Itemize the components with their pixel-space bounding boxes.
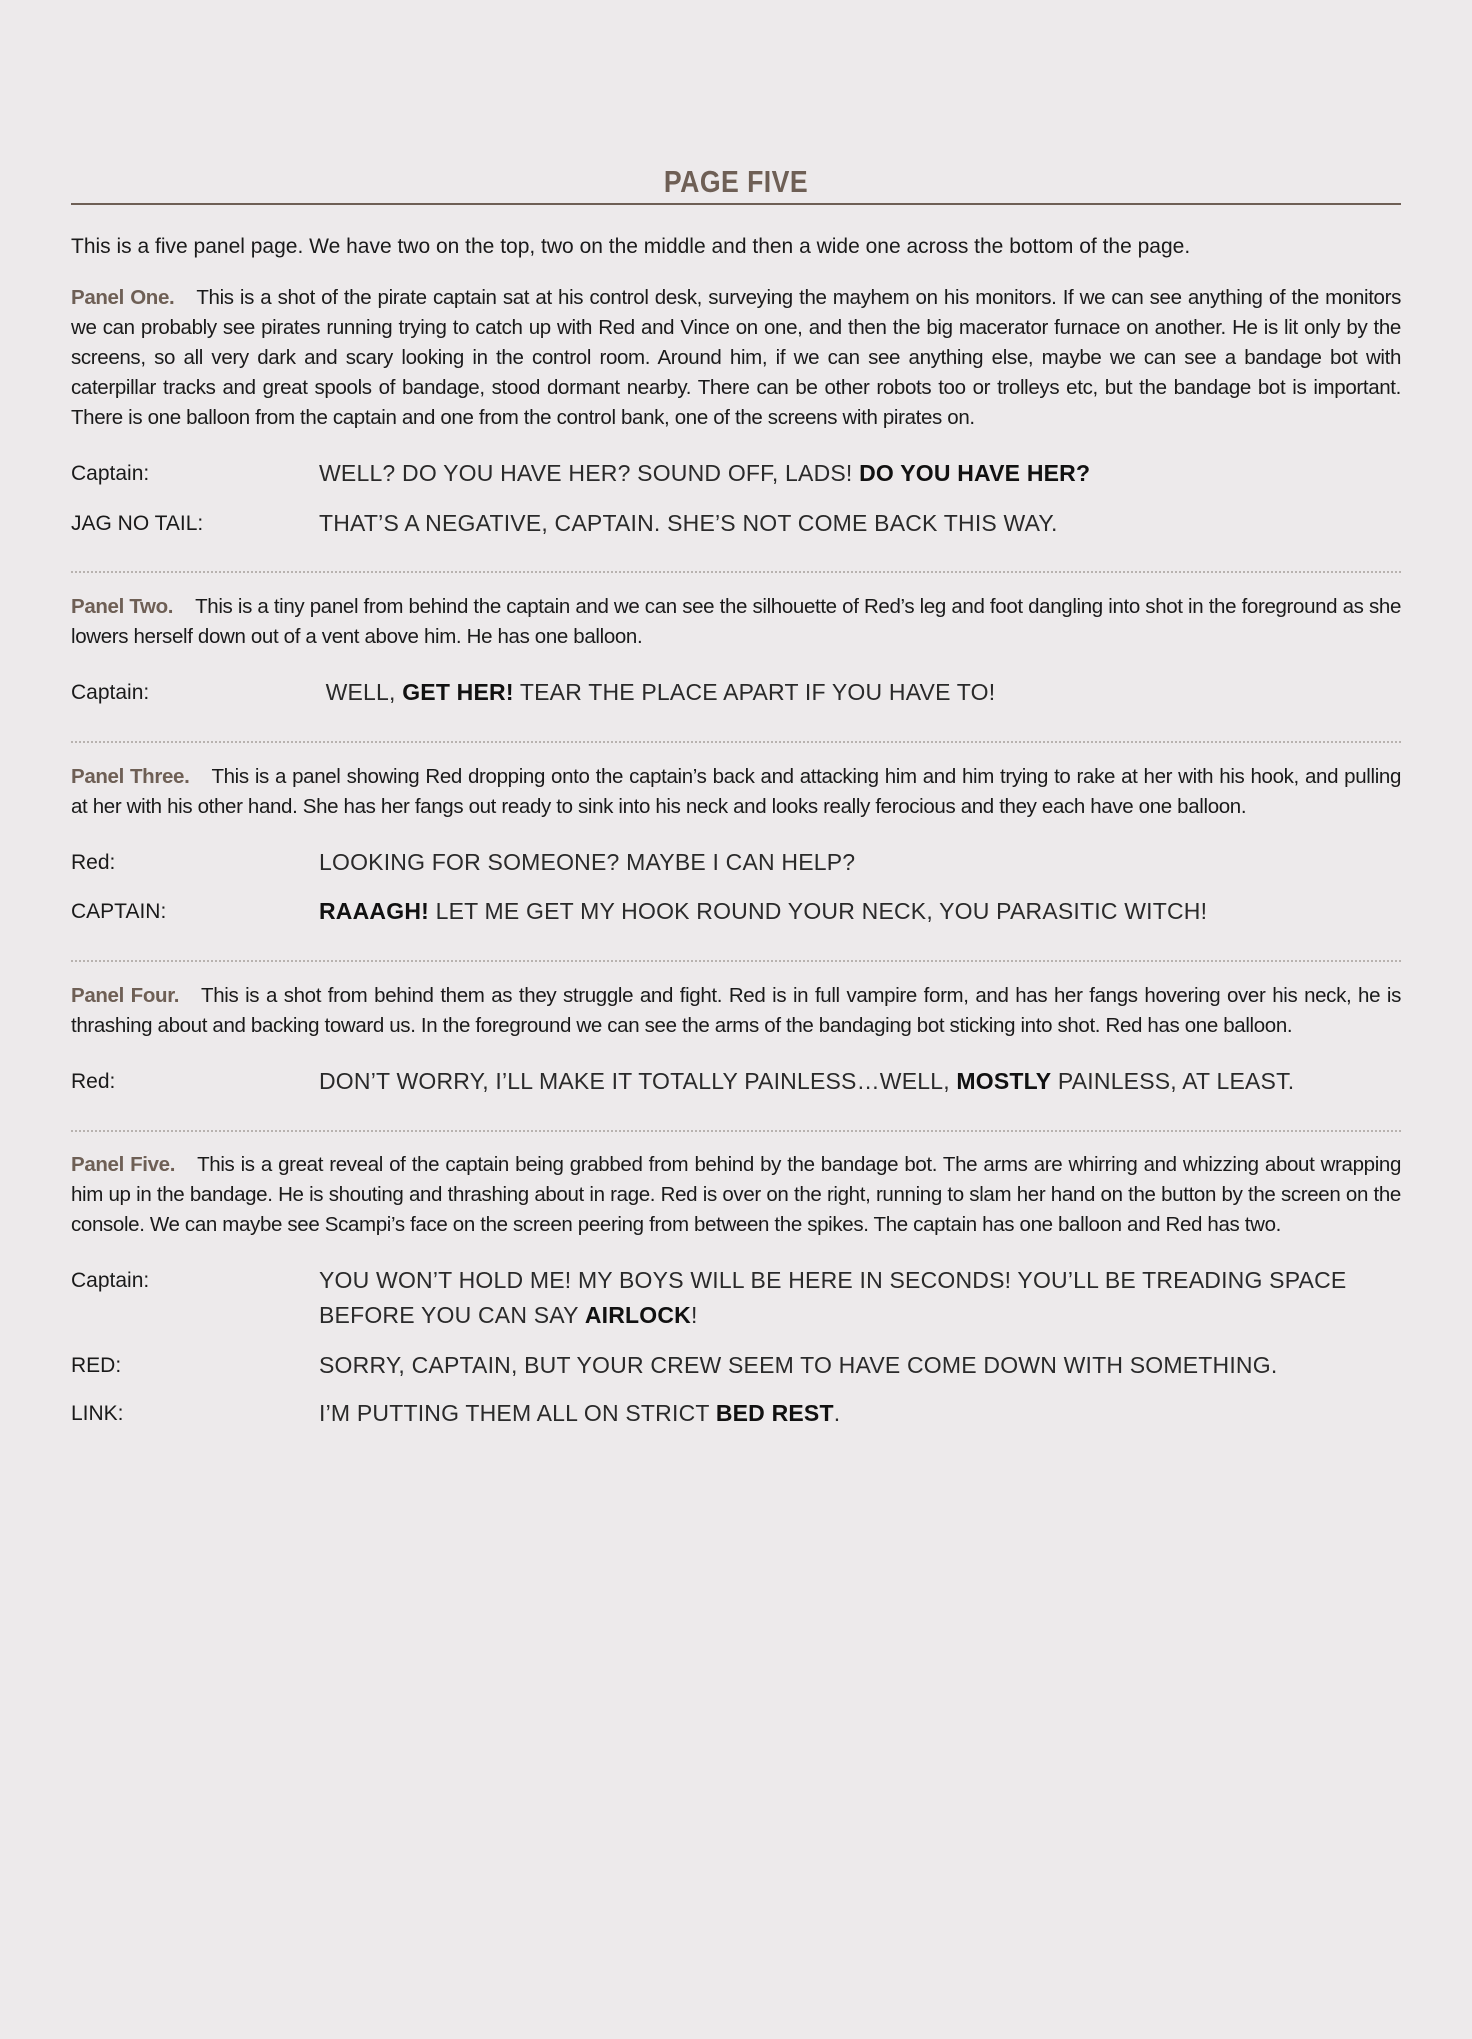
panel-separator [71,960,1401,962]
panel-2-text: This is a tiny panel from behind the captain and we can see the silhouette of Red’s leg and foot dangling into shot in the foreground as she lowers herself down out of a vent above him. He has one balloon. [71,595,1401,648]
panel-1-text: This is a shot of the pirate captain sat at his control desk, surveying the mayhem on his monitors. If we can see anything of the monitors we can probably see pirates running trying to catch up with Red and Vince on one, and then the big macerator furnace on another. He is lit only by the screens, so all very dark and scary looking in the control room. Around him, if we can see anything else, maybe we can see a bandage bot with caterpillar tracks and great spools of bandage, stood dormant nearby. There can be other robots too or trolleys etc, but the bandage bot is important. There is one balloon from the captain and one from the control bank, one of the screens with pirates on. [71,286,1401,429]
panel-separator [71,1130,1401,1132]
dialogue-line: SORRY, CAPTAIN, BUT YOUR CREW SEEM TO HAVE COME DOWN WITH SOMETHING. [319,1352,1278,1378]
panel-5-description [71,1150,1401,1240]
panel-2-label: Panel Two. [71,595,174,618]
dialogue-line: RAAAGH! LET ME GET MY HOOK ROUND YOUR NECK, YOU PARASITIC WITCH! [319,898,1208,924]
title-divider [71,203,1401,205]
speaker-name: LINK: [71,1402,124,1425]
dialogue-line: DON’T WORRY, I’LL MAKE IT TOTALLY PAINLESS…WELL, MOSTLY PAINLESS, AT LEAST. [319,1068,1295,1094]
speaker-name: Captain: [71,681,150,704]
speaker-name: Red: [71,851,116,874]
dialogue-line: I’M PUTTING THEM ALL ON STRICT BED REST. [319,1400,841,1426]
panel-1-description [71,283,1401,433]
dialogue-line: LOOKING FOR SOMEONE? MAYBE I CAN HELP? [319,849,856,875]
speaker-name: RED: [71,1354,122,1377]
panel-5-text: This is a great reveal of the captain being grabbed from behind by the bandage bot. The arms are whirring and whizzing about wrapping him up in the bandage. He is shouting and thrashing about in rage. Red is over on the right, running to slam her hand on the button by the screen on the console. We can maybe see Scampi’s face on the screen peering from between the spikes. The captain has one balloon and Red has two. [71,1153,1401,1236]
speaker-name: CAPTAIN: [71,900,167,923]
panel-1-label: Panel One. [71,286,175,309]
panel-separator [71,741,1401,743]
dialogue-line: WELL, GET HER! TEAR THE PLACE APART IF YOU HAVE TO! [319,679,996,705]
dialogue-line: THAT’S A NEGATIVE, CAPTAIN. SHE’S NOT COME BACK THIS WAY. [319,510,1058,536]
speaker-name: Captain: [71,462,150,485]
panel-3-label: Panel Three. [71,765,190,788]
speaker-name: JAG NO TAIL: [71,512,204,535]
page-title: PAGE FIVE [663,164,809,199]
page-intro: This is a five panel page. We have two on the top, two on the middle and then a wide one across the bottom of the page. [71,235,1191,258]
dialogue-line: YOU WON’T HOLD ME! MY BOYS WILL BE HERE IN SECONDS! YOU’LL BE TREADING SPACE BEFORE YOU CAN SAY AIRLOCK! [319,1267,1354,1328]
panel-4-description [71,981,1401,1041]
panel-3-text: This is a panel showing Red dropping onto the captain’s back and attacking him and him trying to rake at her with his hook, and pulling at her with his other hand. She has her fangs out ready to sink into his neck and looks really ferocious and they each have one balloon. [71,765,1401,818]
panel-separator [71,571,1401,573]
panel-2-description [71,592,1401,652]
panel-4-text: This is a shot from behind them as they struggle and fight. Red is in full vampire form, and has her fangs hovering over his neck, he is thrashing about and backing toward us. In the foreground we can see the arms of the bandaging bot sticking into shot. Red has one balloon. [71,984,1402,1037]
speaker-name: Captain: [71,1269,150,1292]
panel-5-label: Panel Five. [71,1153,176,1176]
dialogue-line: WELL? DO YOU HAVE HER? SOUND OFF, LADS! DO YOU HAVE HER? [319,460,1091,486]
panel-3-description [71,762,1401,822]
speaker-name: Red: [71,1070,116,1093]
panel-4-label: Panel Four. [71,984,180,1007]
